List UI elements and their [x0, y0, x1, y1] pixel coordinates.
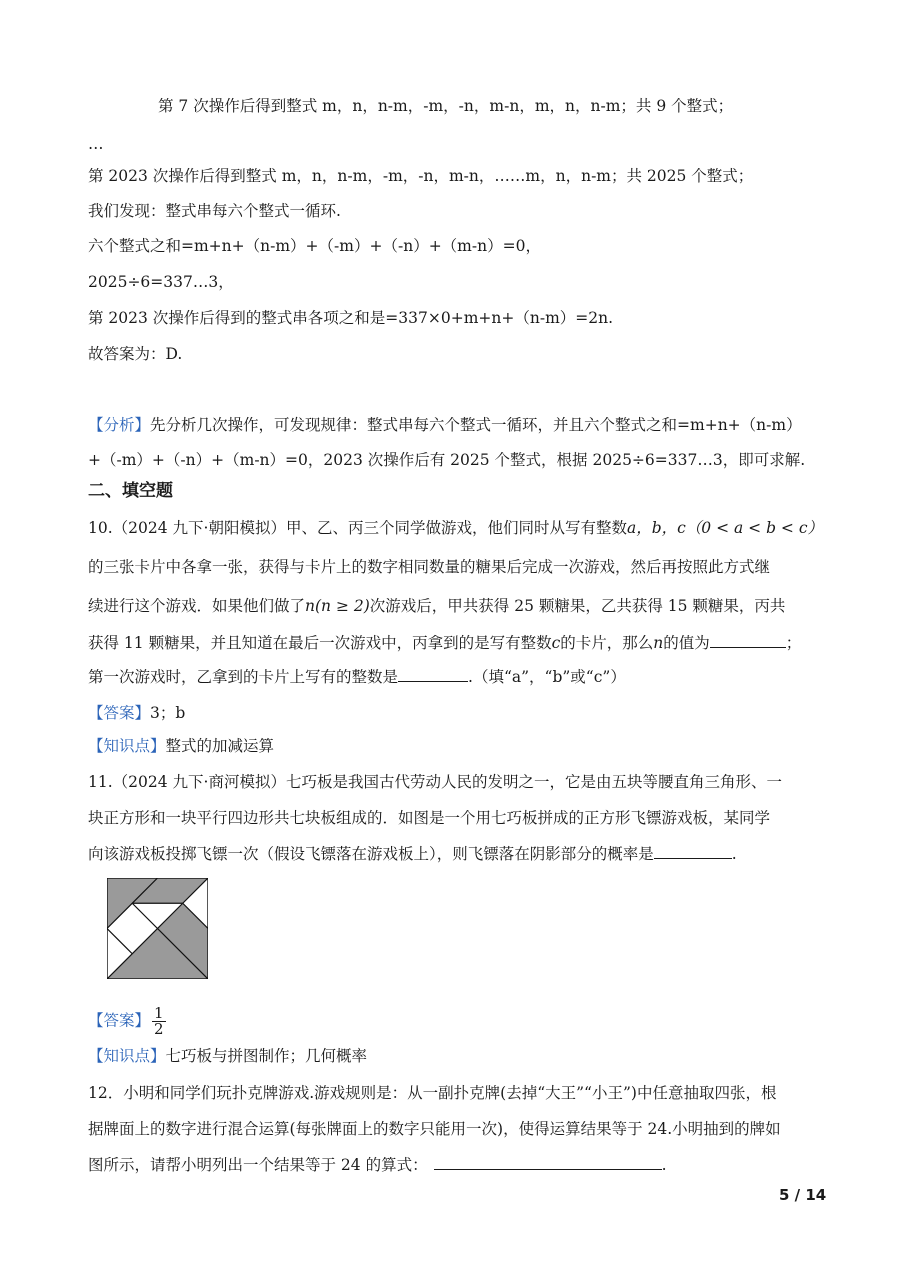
q10-answer-text: 3；b: [150, 704, 186, 722]
q10-kp-tag: 【知识点】: [88, 737, 166, 755]
q10-text-5a: 第一次游戏时，乙拿到的卡片上写有的整数是: [88, 668, 399, 686]
q12-line-2: 据牌面上的数字进行混合运算(每张牌面上的数字只能用一次)，使得运算结果等于 24.小明抽到的牌如: [88, 1120, 781, 1138]
q10-text-1: 10.（2024 九下·朝阳模拟）甲、乙、丙三个同学做游戏，他们同时从写有整数: [88, 519, 627, 537]
q11-line-2: 块正方形和一块平行四边形共七块板组成的．如图是一个用七巧板拼成的正方形飞镖游戏板，某同学: [88, 809, 771, 827]
q11-line-1: 11.（2024 九下·商河模拟）七巧板是我国古代劳动人民的发明之一，它是由五块等腰直角三角形、一: [88, 773, 782, 791]
q10-text-5b: .（填“a”，“b”或“c”）: [468, 668, 626, 686]
q10-kp-text: 整式的加减运算: [165, 737, 275, 755]
analysis-line-1: [88, 415, 802, 435]
q10-line-2: 的三张卡片中各拿一张，获得与卡片上的数字相同数量的糖果后完成一次游戏，然后再按照此方式继: [88, 558, 771, 576]
q10-text-4c: 的值为: [663, 634, 710, 652]
solution-line-5: 六个整式之和=m+n+（n-m）+（-m）+（-n）+（m-n）=0，: [88, 237, 541, 255]
q11-answer-tag: 【答案】: [88, 1011, 151, 1030]
q10-answer-blank-1[interactable]: [710, 633, 786, 648]
q11-text-3a: 向该游戏板投掷飞镖一次（假设飞镖落在游戏板上），则飞镖落在阴影部分的概率是: [88, 845, 654, 863]
fraction-numerator: 1: [154, 1004, 164, 1022]
solution-line-2: …: [88, 135, 104, 153]
q10-answer-tag: 【答案】: [88, 704, 151, 722]
solution-line-7: 第 2023 次操作后得到的整式串各项之和是=337×0+m+n+（n-m）=2n.: [88, 309, 614, 327]
solution-line-3: 第 2023 次操作后得到整式 m，n，n-m，-m，-n，m-n，……m，n，n-m；共 2025 个整式；: [88, 167, 754, 185]
q11-line-3: [88, 844, 737, 864]
q10-answer-blank-2[interactable]: [398, 667, 468, 682]
q10-text-4a: 获得 11 颗糖果，并且知道在最后一次游戏中，丙拿到的是写有整数: [88, 634, 552, 652]
section-title: 二、填空题: [88, 481, 173, 501]
fraction-denominator: 2: [154, 1020, 164, 1038]
q10-math-n-range: n(n ≥ 2): [305, 597, 370, 615]
analysis-text-1: 先分析几次操作，可发现规律：整式串每六个整式一循环，并且六个整式之和=m+n+（n-m）: [150, 416, 802, 434]
solution-line-8: 故答案为：D.: [88, 345, 183, 363]
q10-answer: [88, 703, 185, 723]
q10-math-abc: a，b，c（0 < a < b < c）: [626, 519, 824, 537]
q11-text-3b: .: [731, 845, 737, 863]
q10-text-3a: 续进行这个游戏．如果他们做了: [88, 597, 306, 615]
solution-line-4: 我们发现：整式串每六个整式一循环.: [88, 202, 341, 220]
q11-kp-text: 七巧板与拼图制作；几何概率: [165, 1047, 368, 1065]
q10-knowledge-point: [88, 736, 274, 756]
q11-kp-tag: 【知识点】: [88, 1047, 166, 1065]
q10-text-4d: ；: [785, 634, 802, 652]
analysis-tag: 【分析】: [88, 416, 151, 434]
q12-line-1: 12．小明和同学们玩扑克牌游戏.游戏规则是：从一副扑克牌(去掉“大王”“小王”)中任意抽取四张，根: [88, 1084, 777, 1102]
q10-line-1: [88, 518, 823, 538]
tangram-figure: [107, 878, 208, 979]
q10-text-4b: 的卡片，那么: [560, 634, 654, 652]
q12-text-3a: 图所示，请帮小明列出一个结果等于 24 的算式：: [88, 1156, 428, 1174]
q11-answer-blank[interactable]: [654, 844, 732, 859]
q11-answer: [88, 1006, 166, 1037]
solution-line-6: 2025÷6=337…3，: [88, 273, 234, 291]
q10-line-3: [88, 596, 785, 616]
q12-answer-blank[interactable]: [434, 1155, 662, 1170]
page-number: 5 / 14: [779, 1186, 827, 1204]
q10-math-n: n: [653, 634, 664, 652]
q12-line-3: [88, 1155, 667, 1175]
q10-text-3b: 次游戏后，甲共获得 25 颗糖果，乙共获得 15 颗糖果，丙共: [369, 597, 786, 615]
q10-line-4: [88, 633, 801, 653]
q10-math-c: c: [551, 634, 561, 652]
analysis-line-2: +（-m）+（-n）+（m-n）=0，2023 次操作后有 2025 个整式，根据 2025÷6=337…3，即可求解.: [88, 451, 806, 469]
q12-text-3b: .: [661, 1156, 667, 1174]
q11-knowledge-point: [88, 1046, 367, 1066]
q10-line-5: [88, 667, 626, 687]
q11-answer-fraction: [152, 1006, 166, 1037]
solution-line-1: 第 7 次操作后得到整式 m，n，n-m，-m，-n，m-n，m，n，n-m；共 9 个整式；: [158, 97, 734, 115]
